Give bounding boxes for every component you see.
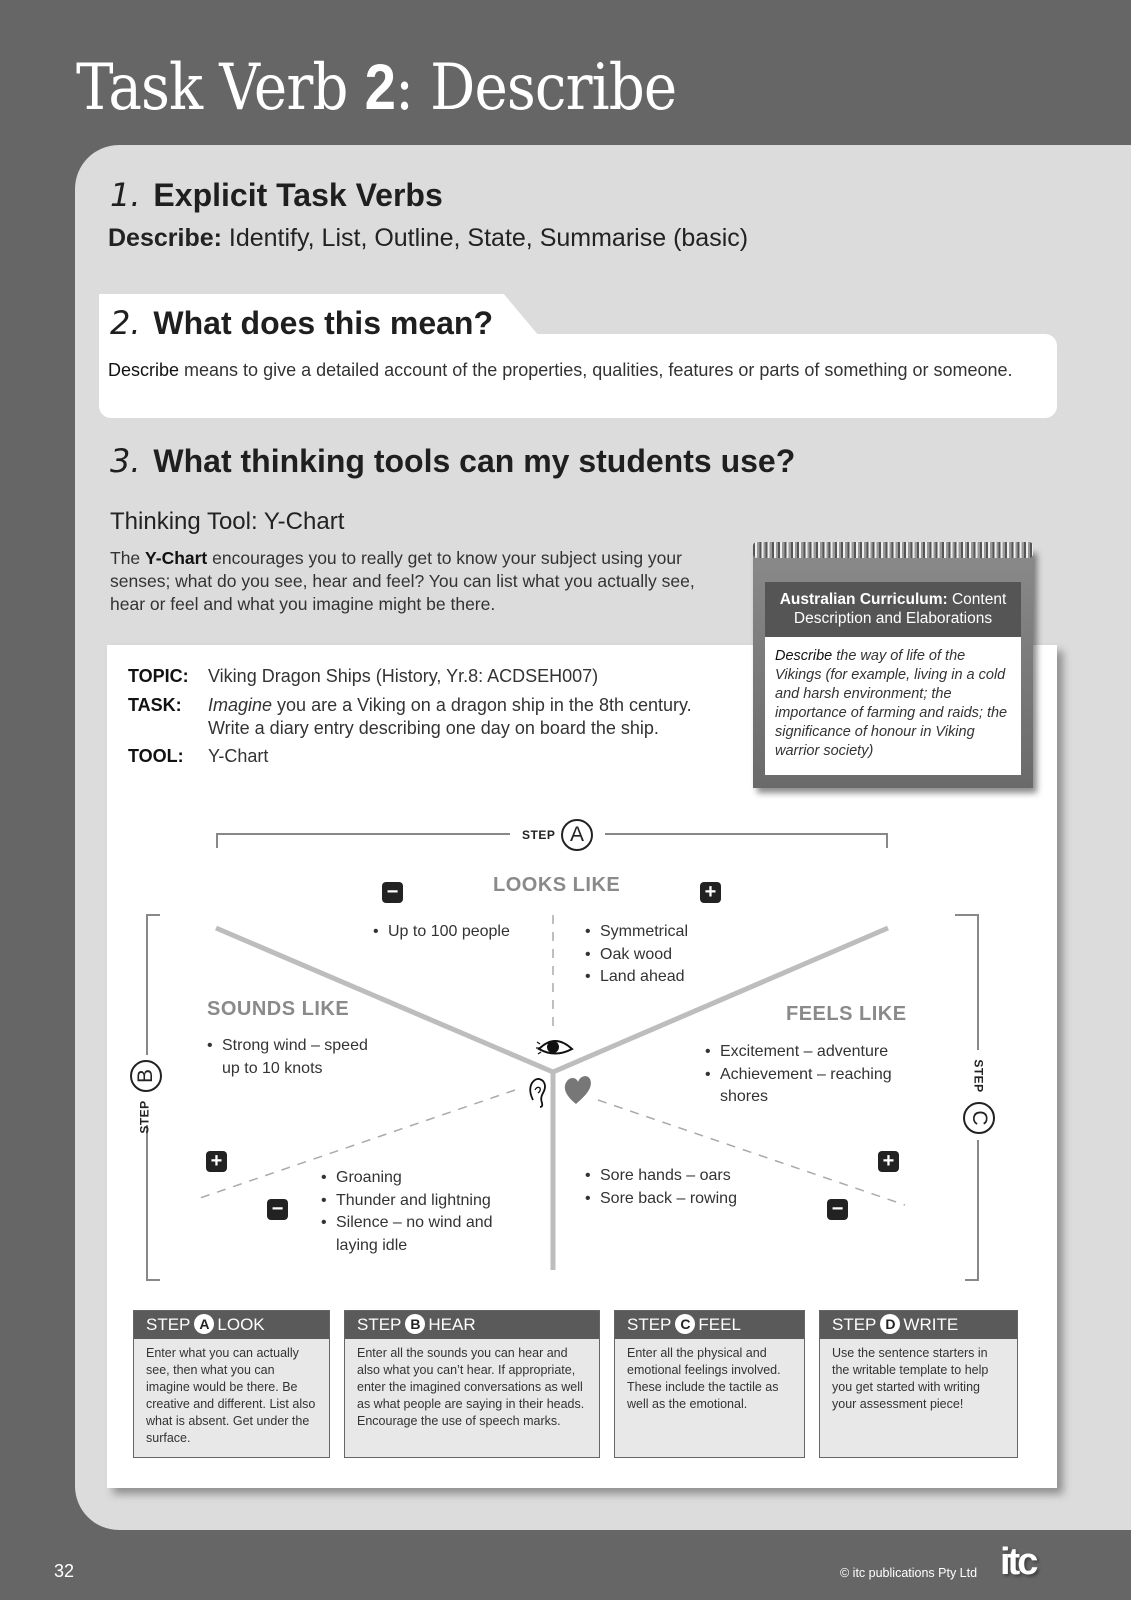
step-b-bracket-top: [147, 915, 160, 1055]
looks-plus-icon: +: [700, 882, 721, 903]
eye-icon: [536, 1041, 572, 1054]
list-item: • Achievement – reaching shores: [705, 1064, 905, 1109]
looks-like-label: LOOKS LIKE: [493, 874, 621, 896]
step-d-text: Use the sentence starters in the writable template to help you get started with writing your assessment piece!: [832, 1346, 989, 1411]
curriculum-card-title: Australian Curriculum: Content Description and Elaborations: [765, 582, 1021, 637]
list-item: • Oak wood: [585, 944, 688, 967]
looks-minus-icon: −: [382, 882, 403, 903]
step-b-header: STEP B HEAR: [345, 1311, 599, 1339]
step-a-box: [133, 1310, 330, 1458]
sounds-minus-icon: −: [267, 1199, 288, 1220]
step-c-bracket-bottom: [965, 1140, 978, 1280]
curriculum-card-body: Describe the way of life of the Vikings (for example, living in a cold and harsh environment; the importance of farming and raids; the significance of honour in Viking warrior society): [765, 637, 1021, 775]
page-title: Task Verb 2: Describe: [76, 51, 677, 125]
heart-icon: [565, 1076, 591, 1104]
section2-heading: 2. What does this mean?: [110, 304, 494, 342]
step-d-box: [819, 1310, 1018, 1458]
definition-text: Describe means to give a detailed account of the properties, qualities, features or parts of something or someone.: [108, 360, 1013, 380]
step-a-label: STEP: [522, 828, 556, 842]
looks-minus-list: [373, 921, 510, 944]
sounds-minus-list: [321, 1167, 511, 1257]
thinking-tool-description: The Y-Chart encourages you to really get to know your subject using your senses; what do you see, hear and feel? You can list what you actually see, hear or feel and what you imagine might be there.: [110, 548, 695, 614]
step-a-text: Enter what you can actually see, then what you can imagine would be there. Be creative and different. List also what is absent. Get under the surface.: [146, 1346, 316, 1445]
sounds-plus-icon: +: [206, 1151, 227, 1172]
step-d-header: STEP D WRITE: [820, 1311, 1017, 1339]
step-a-bracket-left: [217, 834, 510, 848]
list-item: • Strong wind – speed up to 10 knots: [207, 1035, 387, 1080]
feels-plus-list: [705, 1041, 905, 1109]
feels-minus-icon: −: [827, 1199, 848, 1220]
step-c-text: Enter all the physical and emotional feelings involved. These include the tactile as well as the emotional.: [627, 1346, 781, 1411]
looks-plus-list: [585, 921, 688, 989]
list-item: • Sore back – rowing: [585, 1188, 737, 1211]
step-b-bracket-bottom: [147, 1125, 160, 1280]
list-item: • Sore hands – oars: [585, 1165, 737, 1188]
list-item: • Up to 100 people: [373, 921, 510, 944]
step-c-box: [614, 1310, 805, 1458]
list-item: • Symmetrical: [585, 921, 688, 944]
list-item: • Silence – no wind and laying idle: [321, 1212, 511, 1257]
copyright: © itc publications Pty Ltd: [840, 1566, 978, 1580]
step-c-bracket-top: [955, 915, 978, 1050]
sounds-like-label: SOUNDS LIKE: [207, 998, 350, 1020]
step-a-circle: A: [561, 819, 593, 851]
verb-label: Describe:: [108, 224, 222, 252]
ear-icon: [530, 1079, 545, 1107]
sounds-plus-list: [207, 1035, 387, 1080]
list-item: • Land ahead: [585, 966, 688, 989]
thinking-tool-heading: Thinking Tool: Y-Chart: [110, 508, 345, 535]
step-a-header: STEP A LOOK: [134, 1311, 329, 1339]
step-b-text: Enter all the sounds you can hear and also what you can’t hear. If appropriate, enter the imagined conversations as well as what people are saying in their heads. Encourage the use of speech marks.: [357, 1346, 585, 1428]
itc-logo: itc: [1000, 1541, 1036, 1583]
verb-list: Identify, List, Outline, State, Summarise (basic): [221, 224, 749, 252]
feels-like-label: FEELS LIKE: [786, 1003, 907, 1025]
step-b-box: [344, 1310, 600, 1458]
step-b-circle: B: [130, 1060, 162, 1092]
feels-plus-icon: +: [878, 1151, 899, 1172]
page-number: 32: [54, 1561, 75, 1581]
list-item: • Excitement – adventure: [705, 1041, 905, 1064]
list-item: • Thunder and lightning: [321, 1190, 511, 1213]
step-b-label: STEP: [137, 1100, 152, 1134]
step-c-label: STEP: [971, 1059, 986, 1093]
section3-heading: 3. What thinking tools can my students use?: [110, 442, 796, 480]
section1-heading: 1. Explicit Task Verbs: [110, 176, 443, 214]
step-a-bracket-right: [605, 834, 887, 848]
list-item: • Groaning: [321, 1167, 511, 1190]
step-c-circle: C: [963, 1102, 995, 1134]
step-c-header: STEP C FEEL: [615, 1311, 804, 1339]
feels-minus-list: [585, 1165, 737, 1210]
title-number: 2: [364, 51, 396, 123]
